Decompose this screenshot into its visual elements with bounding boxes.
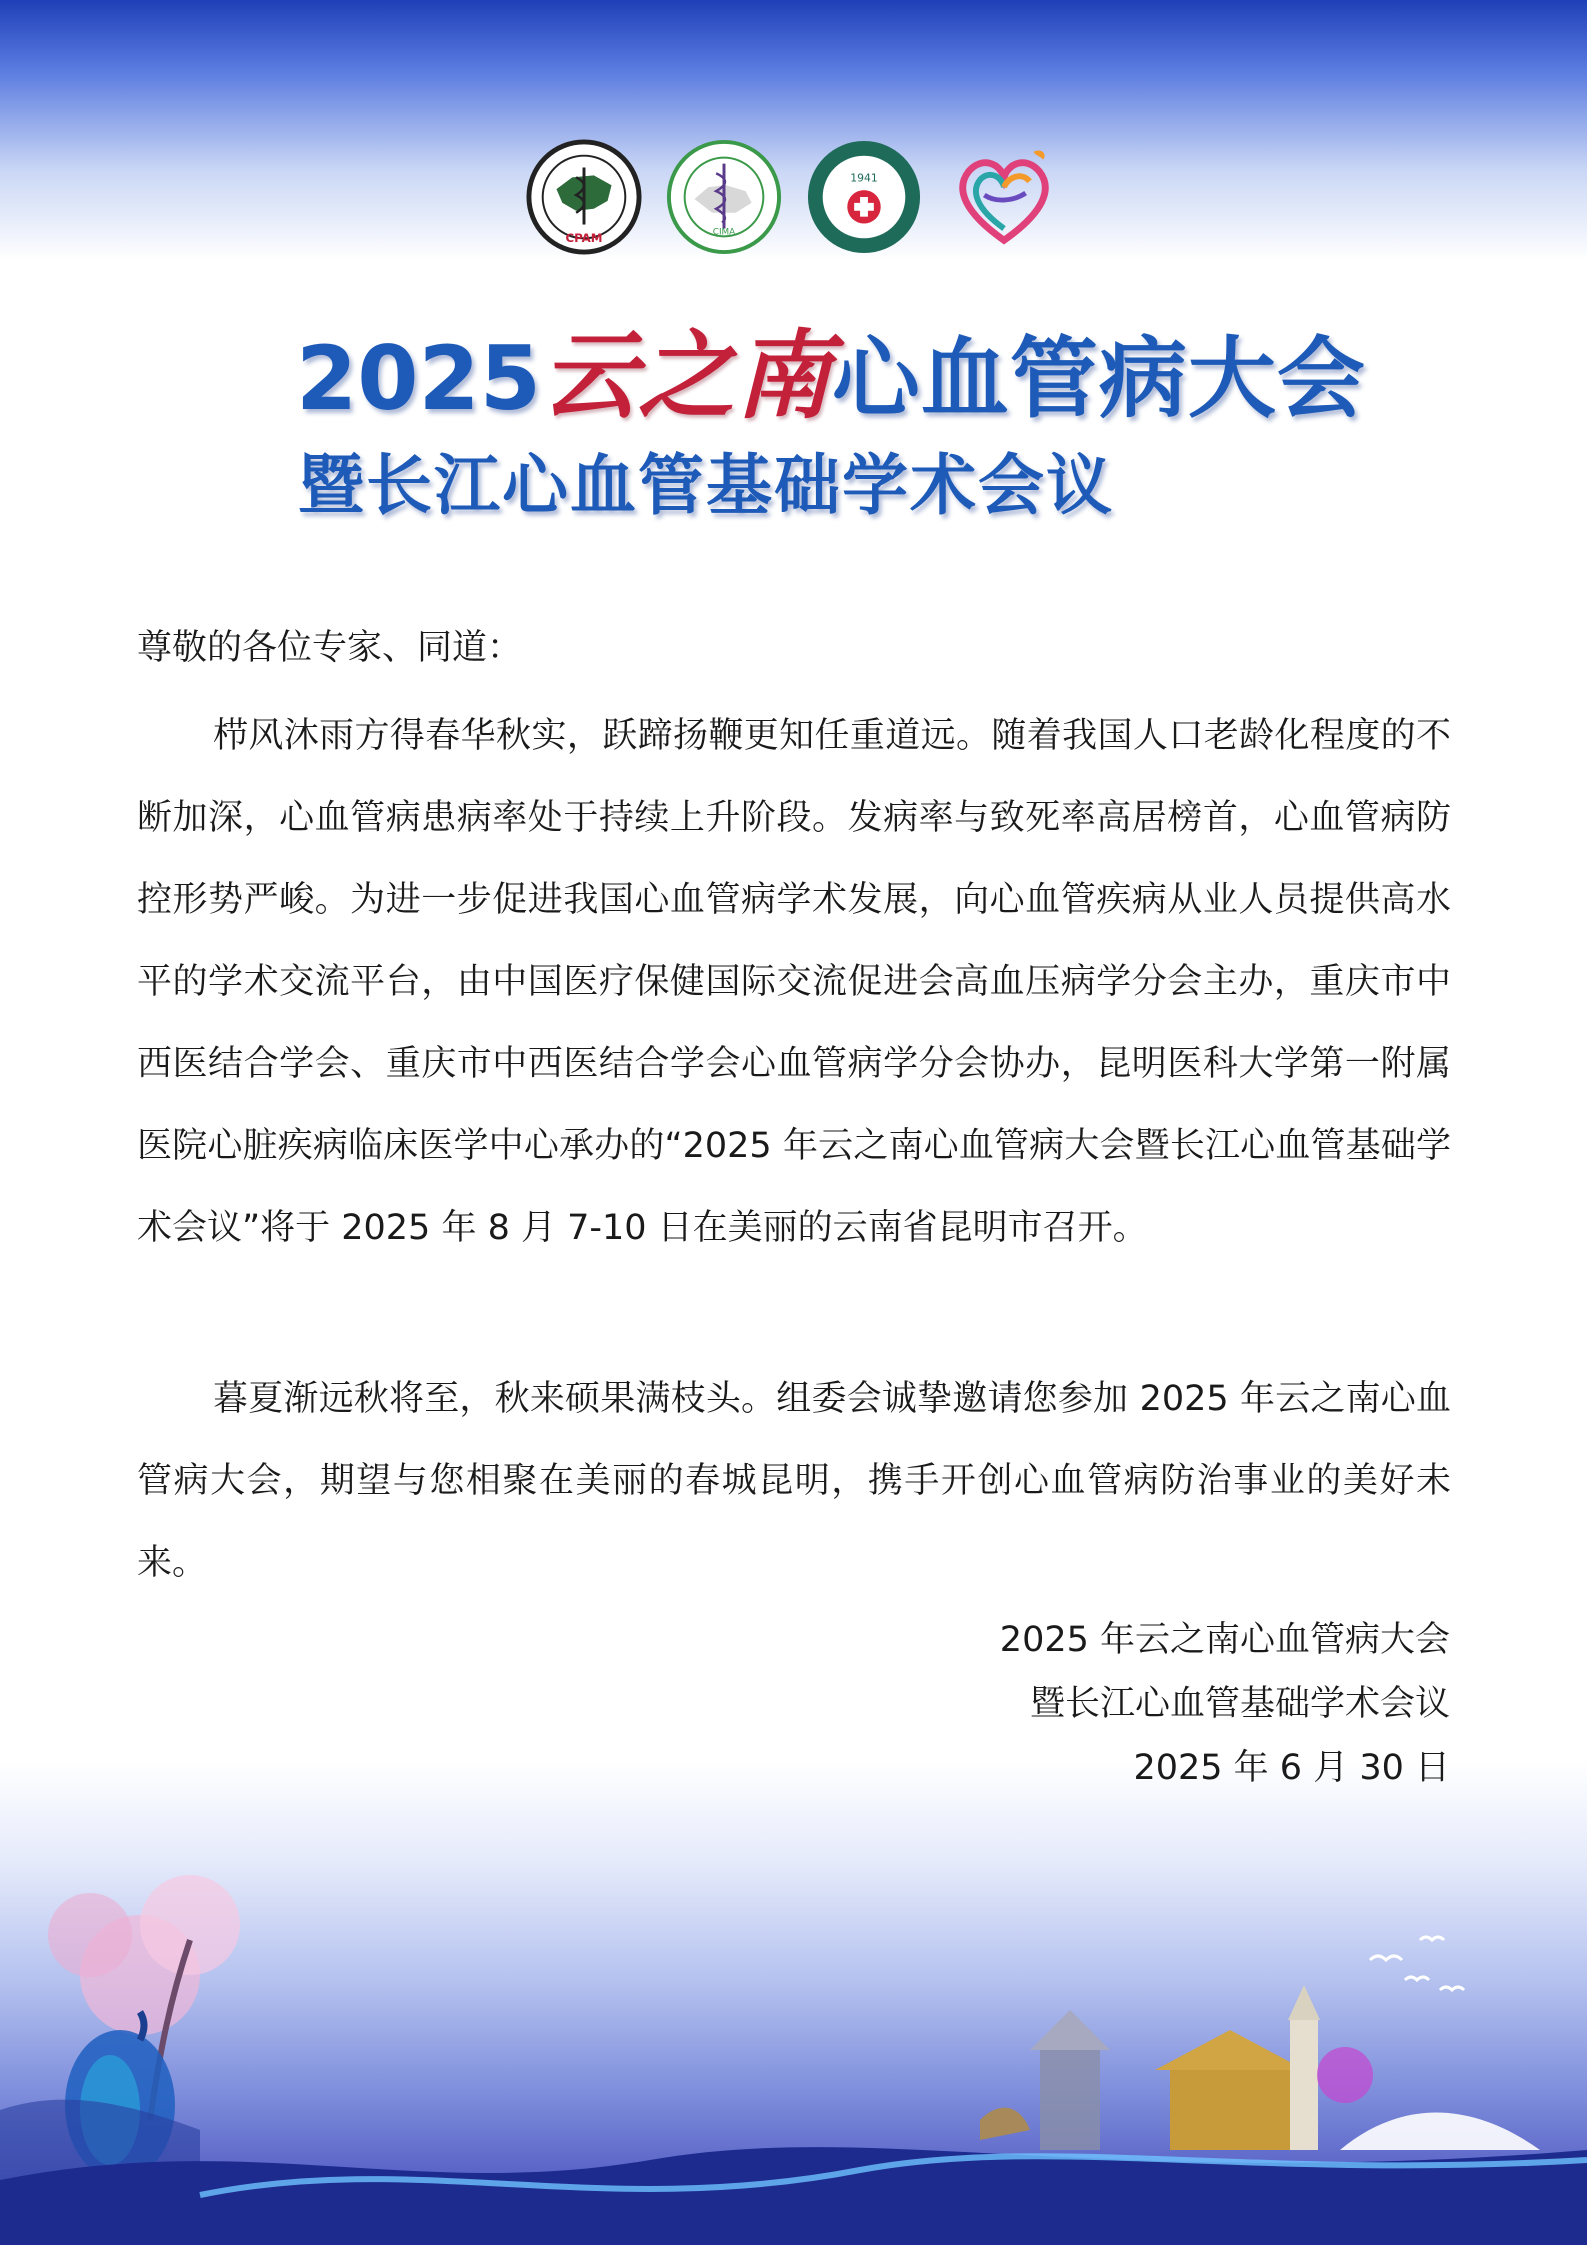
cima-logo: [665, 138, 783, 256]
title-main: 心血管病大会: [831, 327, 1366, 430]
title-year: 2025: [296, 327, 541, 430]
body-paragraph-1: [137, 695, 1451, 1269]
conference-title: [296, 300, 1366, 437]
logo-row: [0, 138, 1587, 256]
svg-text:CPAM: CPAM: [564, 231, 603, 246]
river-ribbon: [0, 2147, 1587, 2245]
signature-organizer-sub: 暨长江心血管基础学术会议: [1029, 1684, 1450, 1724]
signature-date: 2025 年 6 月 30 日: [1133, 1748, 1450, 1788]
conference-subtitle: 暨长江心血管基础学术会议: [298, 447, 1114, 524]
svg-text:1941: 1941: [849, 171, 878, 185]
signature-organizer: 2025 年云之南心血管病大会: [999, 1620, 1450, 1660]
hospital-logo: [805, 138, 923, 256]
decorative-scenery: [0, 1800, 1587, 2245]
landmark-buildings-illustration: [980, 1985, 1540, 2150]
svg-text:CIMA: CIMA: [712, 227, 735, 238]
title-calligraphy: 云之南: [540, 319, 832, 432]
heart-ribbon-logo: [945, 138, 1063, 256]
greeting: 尊敬的各位专家、同道：: [137, 628, 523, 668]
paragraph-text: 栉风沐雨方得春华秋实，跃蹄扬鞭更知任重道远。随着我国人口老龄化程度的不断加深，心血管病患病率处于持续上升阶段。发病率与致死率高居榜首，心血管病防控形势严峻。为进一步促进我国心血管病学术发展，向心血管疾病从业人员提供高水平的学术交流平台，由中国医疗保健国际交流促进会高血压病学分会主办，重庆市中西医结合学会、重庆市中西医结合学会心血管病学分会协办，昆明医科大学第一附属医院心脏疾病临床医学中心承办的“2025 年云之南心血管病大会暨长江心血管基础学术会议”将于 2025 年 8 月 7-10 日在美丽的云南省昆明市召开。: [137, 716, 1451, 1248]
body-paragraph-2: [137, 1358, 1451, 1604]
birds-illustration: [1370, 1937, 1464, 1990]
paragraph-text: 暮夏渐远秋将至，秋来硕果满枝头。组委会诚挚邀请您参加 2025 年云之南心血管病大会，期望与您相聚在美丽的春城昆明，携手开创心血管病防治事业的美好未来。: [137, 1379, 1451, 1583]
cpam-logo: [525, 138, 643, 256]
